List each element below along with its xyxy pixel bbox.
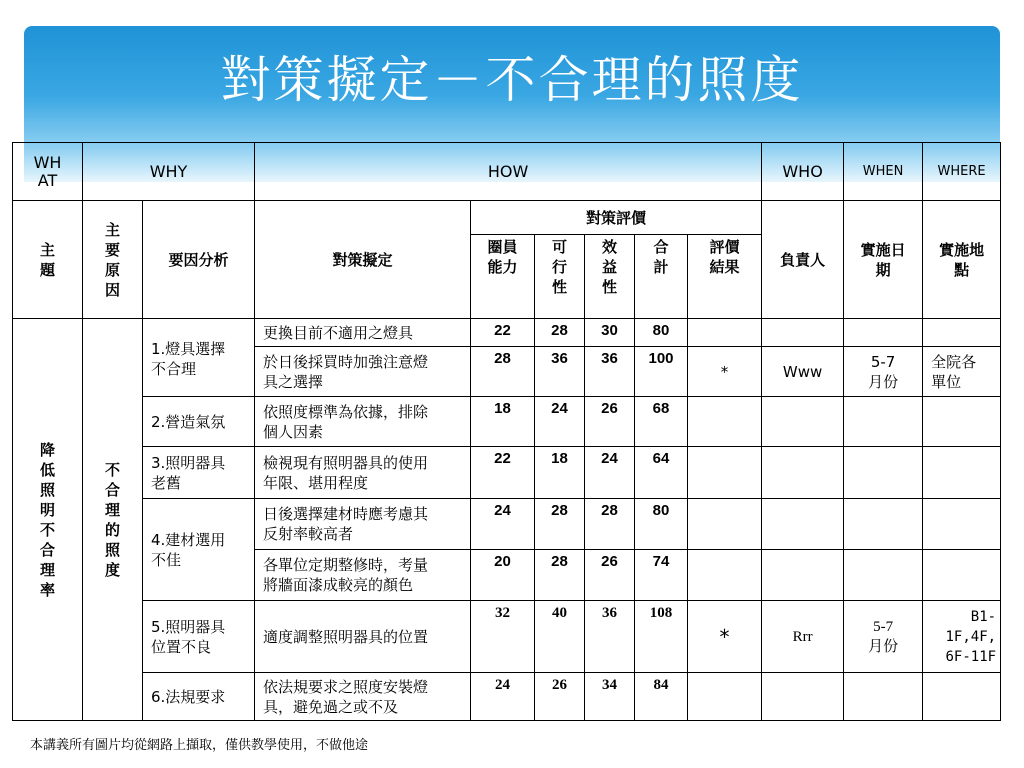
total-cell: 80 bbox=[635, 319, 688, 347]
total-cell: 108 bbox=[635, 601, 688, 673]
page-title: 對策擬定－不合理的照度 bbox=[220, 51, 804, 109]
ability-cell: 18 bbox=[471, 397, 535, 447]
total-cell: 74 bbox=[635, 550, 688, 601]
person-cell bbox=[762, 673, 844, 721]
location-cell bbox=[923, 499, 1001, 550]
table-row bbox=[13, 499, 1001, 550]
feasibility-cell: 28 bbox=[535, 550, 585, 601]
location-cell bbox=[923, 397, 1001, 447]
measure-cell: 依照度標準為依據，排除 個人因素 bbox=[255, 397, 471, 447]
subheader-date: 實施日 期 bbox=[844, 201, 923, 319]
ability-cell: 22 bbox=[471, 319, 535, 347]
date-cell bbox=[844, 499, 923, 550]
ability-cell: 32 bbox=[471, 601, 535, 673]
factor-cell: 3.照明器具 老舊 bbox=[143, 447, 255, 499]
location-cell bbox=[923, 673, 1001, 721]
measure-cell: 檢視現有照明器具的使用 年限、堪用程度 bbox=[255, 447, 471, 499]
feasibility-cell: 36 bbox=[535, 347, 585, 397]
header-row bbox=[13, 143, 1001, 201]
result-cell bbox=[688, 447, 762, 499]
date-cell bbox=[844, 397, 923, 447]
table-row bbox=[13, 673, 1001, 721]
header-when: WHEN bbox=[844, 143, 923, 201]
feasibility-cell: 26 bbox=[535, 673, 585, 721]
date-cell bbox=[844, 447, 923, 499]
topic-cell: 降 低 照 明 不 合 理 率 bbox=[13, 319, 83, 721]
factor-cell: 1.燈具選擇 不合理 bbox=[143, 319, 255, 397]
subheader-countermeasure: 對策擬定 bbox=[255, 201, 471, 319]
location-cell bbox=[923, 550, 1001, 601]
feasibility-cell: 28 bbox=[535, 499, 585, 550]
countermeasure-table bbox=[12, 142, 1001, 721]
date-cell bbox=[844, 550, 923, 601]
person-cell: Rrr bbox=[762, 601, 844, 673]
table-row bbox=[13, 447, 1001, 499]
measure-cell: 適度調整照明器具的位置 bbox=[255, 601, 471, 673]
measure-cell: 於日後採買時加強注意燈 具之選擇 bbox=[255, 347, 471, 397]
subheader-result: 評價 結果 bbox=[688, 235, 762, 319]
measure-cell: 日後選擇建材時應考慮其 反射率較高者 bbox=[255, 499, 471, 550]
main-cause-cell: 不 合 理 的 照 度 bbox=[83, 319, 143, 721]
location-cell: B1- 1F,4F, 6F-11F bbox=[923, 601, 1001, 673]
result-cell bbox=[688, 319, 762, 347]
benefit-cell: 34 bbox=[585, 673, 635, 721]
subheader-benefit: 效 益 性 bbox=[585, 235, 635, 319]
total-cell: 100 bbox=[635, 347, 688, 397]
date-cell: 5-7 月份 bbox=[844, 347, 923, 397]
subheader-factor-analysis: 要因分析 bbox=[143, 201, 255, 319]
date-cell bbox=[844, 673, 923, 721]
header-how: HOW bbox=[255, 143, 762, 201]
location-cell bbox=[923, 319, 1001, 347]
header-who: WHO bbox=[762, 143, 844, 201]
subheader-main-cause: 主 要 原 因 bbox=[83, 201, 143, 319]
result-cell: * bbox=[688, 347, 762, 397]
feasibility-cell: 40 bbox=[535, 601, 585, 673]
total-cell: 64 bbox=[635, 447, 688, 499]
benefit-cell: 36 bbox=[585, 347, 635, 397]
benefit-cell: 28 bbox=[585, 499, 635, 550]
feasibility-cell: 24 bbox=[535, 397, 585, 447]
ability-cell: 22 bbox=[471, 447, 535, 499]
subheader-person: 負責人 bbox=[762, 201, 844, 319]
factor-cell: 2.營造氣氛 bbox=[143, 397, 255, 447]
person-cell bbox=[762, 550, 844, 601]
measure-cell: 依法規要求之照度安裝燈 具，避免過之或不及 bbox=[255, 673, 471, 721]
header-what: WH AT bbox=[13, 143, 83, 201]
table-row bbox=[13, 601, 1001, 673]
subheader-topic: 主 題 bbox=[13, 201, 83, 319]
subheader-evaluation: 對策評價 bbox=[471, 201, 762, 235]
person-cell bbox=[762, 447, 844, 499]
subheader-row-1 bbox=[13, 201, 1001, 235]
total-cell: 84 bbox=[635, 673, 688, 721]
result-cell bbox=[688, 499, 762, 550]
date-cell bbox=[844, 319, 923, 347]
factor-cell: 6.法規要求 bbox=[143, 673, 255, 721]
benefit-cell: 24 bbox=[585, 447, 635, 499]
benefit-cell: 26 bbox=[585, 397, 635, 447]
date-cell: 5-7 月份 bbox=[844, 601, 923, 673]
ability-cell: 24 bbox=[471, 673, 535, 721]
result-cell bbox=[688, 397, 762, 447]
total-cell: 68 bbox=[635, 397, 688, 447]
ability-cell: 24 bbox=[471, 499, 535, 550]
footnote: 本講義所有圖片均從網路上擷取，僅供教學使用，不做他途 bbox=[30, 738, 369, 753]
header-where: WHERE bbox=[923, 143, 1001, 201]
person-cell bbox=[762, 319, 844, 347]
result-cell bbox=[688, 673, 762, 721]
benefit-cell: 30 bbox=[585, 319, 635, 347]
factor-cell: 5.照明器具 位置不良 bbox=[143, 601, 255, 673]
subheader-feasibility: 可 行 性 bbox=[535, 235, 585, 319]
feasibility-cell: 18 bbox=[535, 447, 585, 499]
ability-cell: 20 bbox=[471, 550, 535, 601]
benefit-cell: 36 bbox=[585, 601, 635, 673]
table-row bbox=[13, 319, 1001, 347]
person-cell: Www bbox=[762, 347, 844, 397]
person-cell bbox=[762, 397, 844, 447]
feasibility-cell: 28 bbox=[535, 319, 585, 347]
subheader-ability: 圈員 能力 bbox=[471, 235, 535, 319]
location-cell bbox=[923, 447, 1001, 499]
factor-cell: 4.建材選用 不佳 bbox=[143, 499, 255, 601]
table-row bbox=[13, 397, 1001, 447]
result-cell bbox=[688, 550, 762, 601]
measure-cell: 更換目前不適用之燈具 bbox=[255, 319, 471, 347]
ability-cell: 28 bbox=[471, 347, 535, 397]
total-cell: 80 bbox=[635, 499, 688, 550]
result-cell: * bbox=[688, 601, 762, 673]
subheader-total: 合 計 bbox=[635, 235, 688, 319]
subheader-location: 實施地 點 bbox=[923, 201, 1001, 319]
location-cell: 全院各 單位 bbox=[923, 347, 1001, 397]
person-cell bbox=[762, 499, 844, 550]
measure-cell: 各單位定期整修時，考量 將牆面漆成較亮的顏色 bbox=[255, 550, 471, 601]
header-why: WHY bbox=[83, 143, 255, 201]
benefit-cell: 26 bbox=[585, 550, 635, 601]
